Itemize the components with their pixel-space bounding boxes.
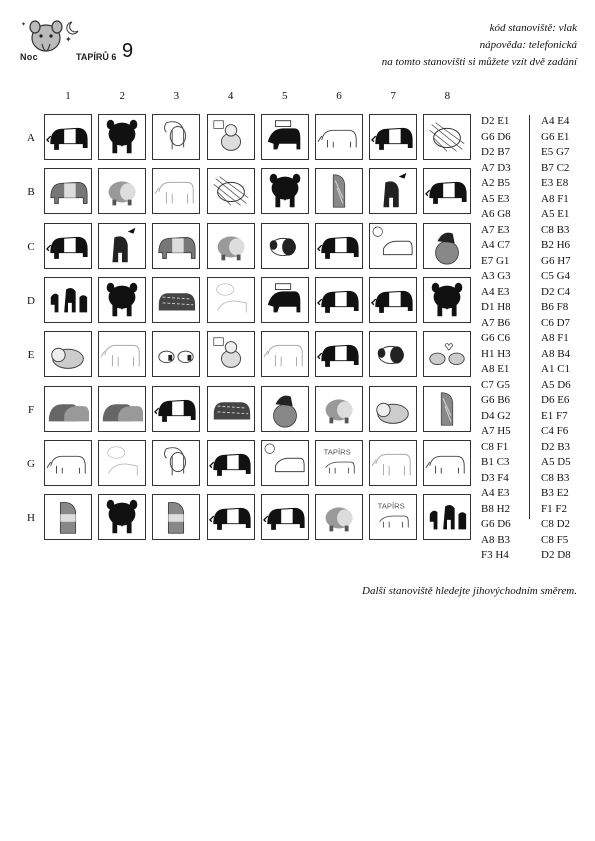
pair-entry: B6 F8 (541, 301, 569, 313)
tapir-black-white-icon (370, 278, 416, 322)
tapir-sketch-standing-icon (153, 115, 199, 159)
tapir-silhouettes-icon (424, 495, 470, 539)
grid-cell-D3 (152, 277, 200, 323)
grid-cell-D4 (207, 277, 255, 323)
grid-cell-A7 (369, 114, 417, 160)
grid-cell-E7 (369, 331, 417, 377)
tapir-photo-group-icon (99, 387, 145, 431)
column-header-1: 1 (65, 90, 71, 102)
tapir-cartoon-sign-icon (208, 332, 254, 376)
pair-entry: A5 D5 (541, 456, 571, 468)
pair-entry: D2 C4 (541, 285, 571, 298)
pair-entry: A4 E4 (541, 115, 570, 127)
logo-text-left: Noc (20, 52, 38, 62)
pairs-list-right (541, 114, 571, 564)
grid-cell-H2 (98, 494, 146, 540)
instruction: na tomto stanovišti si můžete vzít dvě zadání (381, 56, 577, 68)
tapir-speech-bubble-icon (262, 441, 308, 485)
svg-text:✦: ✦ (65, 35, 72, 44)
pair-entry: D2 D8 (541, 549, 571, 561)
tapir-photo-vertical-icon (316, 169, 362, 213)
grid-cell-C3 (152, 223, 200, 269)
grid-cell-B3 (152, 168, 200, 214)
svg-text:✦: ✦ (21, 22, 27, 28)
footer-direction: Další stanoviště hledejte jihovýchodním směrem. (362, 585, 577, 597)
grid-cell-G5 (261, 440, 309, 486)
pair-entry: A5 D6 (541, 378, 571, 391)
tapir-black-white-icon (316, 332, 362, 376)
pair-entry: G6 D6 (481, 518, 511, 530)
column-header-8: 8 (444, 90, 451, 102)
pair-entry: E3 E8 (541, 177, 569, 189)
tapir-outline-icon (99, 332, 145, 376)
tapir-baby-stripes-icon (208, 387, 254, 431)
tapir-black-white-icon (316, 278, 362, 322)
pair-entry: E5 G7 (541, 146, 570, 158)
grid-cell-H8 (423, 494, 471, 540)
tapir-black-white-icon (45, 115, 91, 159)
tapir-front-bold-icon (99, 495, 145, 539)
tapir-cartoon-icon (262, 224, 308, 268)
tapir-photo-icon (45, 169, 91, 213)
pair-entry: G6 C6 (481, 332, 511, 344)
tapir-front-bold-icon (99, 115, 145, 159)
row-header-C: C (27, 240, 35, 253)
grid-cell-D7 (369, 277, 417, 323)
tapirs-text-icon (316, 441, 362, 485)
stage-number: 9 (122, 40, 134, 62)
grid-cell-E3 (152, 331, 200, 377)
pair-entry: A2 B5 (481, 177, 511, 189)
tapir-pair-icon (153, 332, 199, 376)
grid-cell-B1 (44, 168, 92, 214)
grid-cell-F8 (423, 386, 471, 432)
tapir-sketch-standing-icon (153, 441, 199, 485)
pair-entry: D2 B7 (481, 146, 511, 158)
pair-entry: B3 E2 (541, 487, 569, 499)
pair-entry: C8 B3 (541, 223, 570, 236)
pair-entry: D2 E1 (481, 115, 510, 127)
tapir-grey-cartoon-icon (208, 224, 254, 268)
pair-entry: C8 F1 (481, 440, 509, 453)
pair-entry: B8 H2 (481, 502, 511, 515)
tapir-with-bird-icon (370, 169, 416, 213)
grid-cell-H7 (369, 494, 417, 540)
grid-cell-A4 (207, 114, 255, 160)
grid-cell-B7 (369, 168, 417, 214)
tapir-silhouettes-icon (45, 278, 91, 322)
grid-cell-C2 (98, 223, 146, 269)
grid-cell-H1 (44, 494, 92, 540)
pair-entry: A8 B4 (541, 347, 571, 360)
pair-entry: A8 F1 (541, 192, 569, 205)
pair-entry: A5 E1 (541, 208, 570, 220)
tapir-outline-icon (370, 441, 416, 485)
pair-entry: B7 C2 (541, 161, 570, 174)
grid-cell-A1 (44, 114, 92, 160)
grid-cell-A6 (315, 114, 363, 160)
tapir-front-bold-icon (262, 169, 308, 213)
tapir-zebra-sketch-icon (208, 169, 254, 213)
column-header-5: 5 (282, 90, 288, 102)
pair-entry: G6 B6 (481, 394, 511, 406)
grid-cell-G6 (315, 440, 363, 486)
pair-entry: A8 F1 (541, 332, 569, 344)
tapir-walking-sign-icon (262, 115, 308, 159)
grid-cell-D1 (44, 277, 92, 323)
tapir-cartoon-sleep-icon (45, 332, 91, 376)
tapir-cartoon-sign-icon (208, 115, 254, 159)
header-info (382, 20, 577, 71)
grid-cell-H6 (315, 494, 363, 540)
pair-entry: D2 B3 (541, 440, 571, 453)
grid-cell-E4 (207, 331, 255, 377)
grid-cell-B6 (315, 168, 363, 214)
tapir-black-white-icon (424, 169, 470, 213)
tapir-black-white-icon (370, 115, 416, 159)
tapir-photo-icon (153, 224, 199, 268)
tapir-sketch-line-icon (316, 115, 362, 159)
grid-cell-G4 (207, 440, 255, 486)
pair-entry: C8 F5 (541, 533, 569, 546)
grid-cell-D2 (98, 277, 146, 323)
grid-cell-E6 (315, 331, 363, 377)
grid-cell-E1 (44, 331, 92, 377)
grid-cell-F4 (207, 386, 255, 432)
row-header-E: E (27, 349, 35, 362)
pair-entry: G6 E1 (541, 130, 570, 143)
grid-cell-E2 (98, 331, 146, 377)
pair-entry: F3 H4 (481, 549, 509, 561)
logo-text-right: TAPÍRŮ 6 (76, 52, 117, 62)
tapir-black-white-icon (208, 441, 254, 485)
pairs-list-left (481, 114, 511, 564)
tapir-with-bird-icon (99, 224, 145, 268)
grid-cell-H5 (261, 494, 309, 540)
grid-cell-H3 (152, 494, 200, 540)
tapir-grey-cartoon-icon (316, 495, 362, 539)
pair-entry: A8 E1 (481, 363, 510, 375)
pair-entry: C4 F6 (541, 425, 569, 437)
pair-entry: D1 H8 (481, 301, 511, 313)
pair-entry: A7 H5 (481, 425, 511, 437)
pair-entry: A7 E3 (481, 223, 510, 236)
grid-cell-G8 (423, 440, 471, 486)
column-header-3: 3 (173, 90, 180, 102)
pair-entry: C5 G4 (541, 270, 571, 282)
pair-entry: A5 E3 (481, 192, 510, 205)
tapirs-word: TAPÍRS (323, 447, 351, 457)
pair-entry: F1 F2 (541, 502, 567, 515)
row-header-F: F (27, 403, 35, 416)
grid-cell-C4 (207, 223, 255, 269)
pair-entry: A4 E3 (481, 285, 510, 298)
pair-entry: H1 H3 (481, 347, 511, 360)
column-header-6: 6 (336, 90, 342, 102)
grid-cell-B4 (207, 168, 255, 214)
pair-entry: A6 G8 (481, 208, 511, 220)
tapir-black-white-icon (316, 224, 362, 268)
grid-cell-C5 (261, 223, 309, 269)
tapir-black-white-icon (262, 495, 308, 539)
pair-entry: B1 C3 (481, 456, 510, 468)
tapir-outline-icon (262, 332, 308, 376)
tapir-grey-cartoon-icon (99, 169, 145, 213)
tapir-on-globe-icon (262, 387, 308, 431)
tapirs-word: TAPÍRS (377, 501, 405, 511)
column-header-2: 2 (119, 90, 125, 102)
tapir-outline-bubble-icon (208, 278, 254, 322)
grid-cell-C6 (315, 223, 363, 269)
grid-cell-G2 (98, 440, 146, 486)
pair-entry: D3 F4 (481, 471, 509, 484)
pair-entry: E7 G1 (481, 254, 510, 267)
grid-cell-F7 (369, 386, 417, 432)
pair-entry: A1 C1 (541, 363, 571, 375)
column-header-7: 7 (390, 90, 396, 102)
tapir-black-white-icon (208, 495, 254, 539)
pair-entry: G6 H7 (541, 254, 571, 267)
grid-cell-H4 (207, 494, 255, 540)
grid-cell-G1 (44, 440, 92, 486)
pair-entry: A4 C7 (481, 239, 511, 251)
tapir-speech-bubble-icon (370, 224, 416, 268)
tapir-grey-stand-icon (45, 495, 91, 539)
tapir-on-globe-icon (424, 224, 470, 268)
tapir-grey-stand-icon (153, 495, 199, 539)
grid-cell-B5 (261, 168, 309, 214)
tapir-cartoon-sleep-icon (370, 387, 416, 431)
grid-cell-C8 (423, 223, 471, 269)
row-header-H: H (27, 512, 35, 525)
pairs-divider (529, 115, 530, 519)
pair-entry: C8 D2 (541, 518, 571, 530)
tapir-outline-icon (153, 169, 199, 213)
tapir-photo-group-icon (45, 387, 91, 431)
grid-cell-F5 (261, 386, 309, 432)
tapir-front-bold-icon (99, 278, 145, 322)
tapir-outline-bubble-icon (99, 441, 145, 485)
pair-entry: A3 G3 (481, 270, 511, 282)
grid-cell-G7 (369, 440, 417, 486)
tapir-front-bold-icon (424, 278, 470, 322)
tapir-sketch-line-icon (424, 441, 470, 485)
pair-entry: A7 B6 (481, 316, 511, 329)
tapir-zebra-sketch-icon (424, 115, 470, 159)
grid-cell-D5 (261, 277, 309, 323)
tapir-photo-vertical-icon (424, 387, 470, 431)
grid-cell-E5 (261, 331, 309, 377)
pair-entry: B2 H6 (541, 239, 571, 251)
grid-cell-B2 (98, 168, 146, 214)
grid-cell-A5 (261, 114, 309, 160)
pair-entry: C8 B3 (541, 471, 570, 484)
grid-cell-B8 (423, 168, 471, 214)
pair-entry: G6 D6 (481, 130, 511, 143)
tapir-grey-cartoon-icon (316, 387, 362, 431)
tapir-sketch-line-icon (45, 441, 91, 485)
hint-type: nápověda: telefonická (479, 39, 577, 51)
grid-cell-F1 (44, 386, 92, 432)
stage-code: kód stanoviště: vlak (489, 22, 577, 34)
tapir-walking-sign-icon (262, 278, 308, 322)
pair-entry: D6 E6 (541, 394, 570, 406)
grid-cell-G3 (152, 440, 200, 486)
pair-entry: A8 B3 (481, 533, 511, 546)
row-header-D: D (27, 294, 35, 307)
grid-cell-E8 (423, 331, 471, 377)
tapir-baby-stripes-icon (153, 278, 199, 322)
grid-cell-A2 (98, 114, 146, 160)
pair-entry: D4 G2 (481, 409, 511, 422)
row-header-G: G (27, 457, 35, 470)
pair-entry: A7 D3 (481, 161, 511, 174)
tapir-black-white-icon (153, 387, 199, 431)
pair-entry: E1 F7 (541, 409, 568, 422)
row-header-A: A (27, 132, 35, 144)
pair-entry: C7 G5 (481, 378, 511, 391)
grid-cell-F6 (315, 386, 363, 432)
grid-cell-A8 (423, 114, 471, 160)
grid-cell-D6 (315, 277, 363, 323)
row-header-B: B (27, 186, 35, 199)
grid-cell-A3 (152, 114, 200, 160)
pair-entry: C6 D7 (541, 316, 571, 329)
tapir-pair-heart-icon (424, 332, 470, 376)
grid-cell-F2 (98, 386, 146, 432)
grid-cell-F3 (152, 386, 200, 432)
grid-cell-D8 (423, 277, 471, 323)
pair-entry: A4 E3 (481, 487, 510, 499)
tapirs-text-icon (370, 495, 416, 539)
tapir-cartoon-icon (370, 332, 416, 376)
tapir-black-white-icon (45, 224, 91, 268)
grid-cell-C7 (369, 223, 417, 269)
grid-cell-C1 (44, 223, 92, 269)
column-header-4: 4 (227, 90, 234, 102)
